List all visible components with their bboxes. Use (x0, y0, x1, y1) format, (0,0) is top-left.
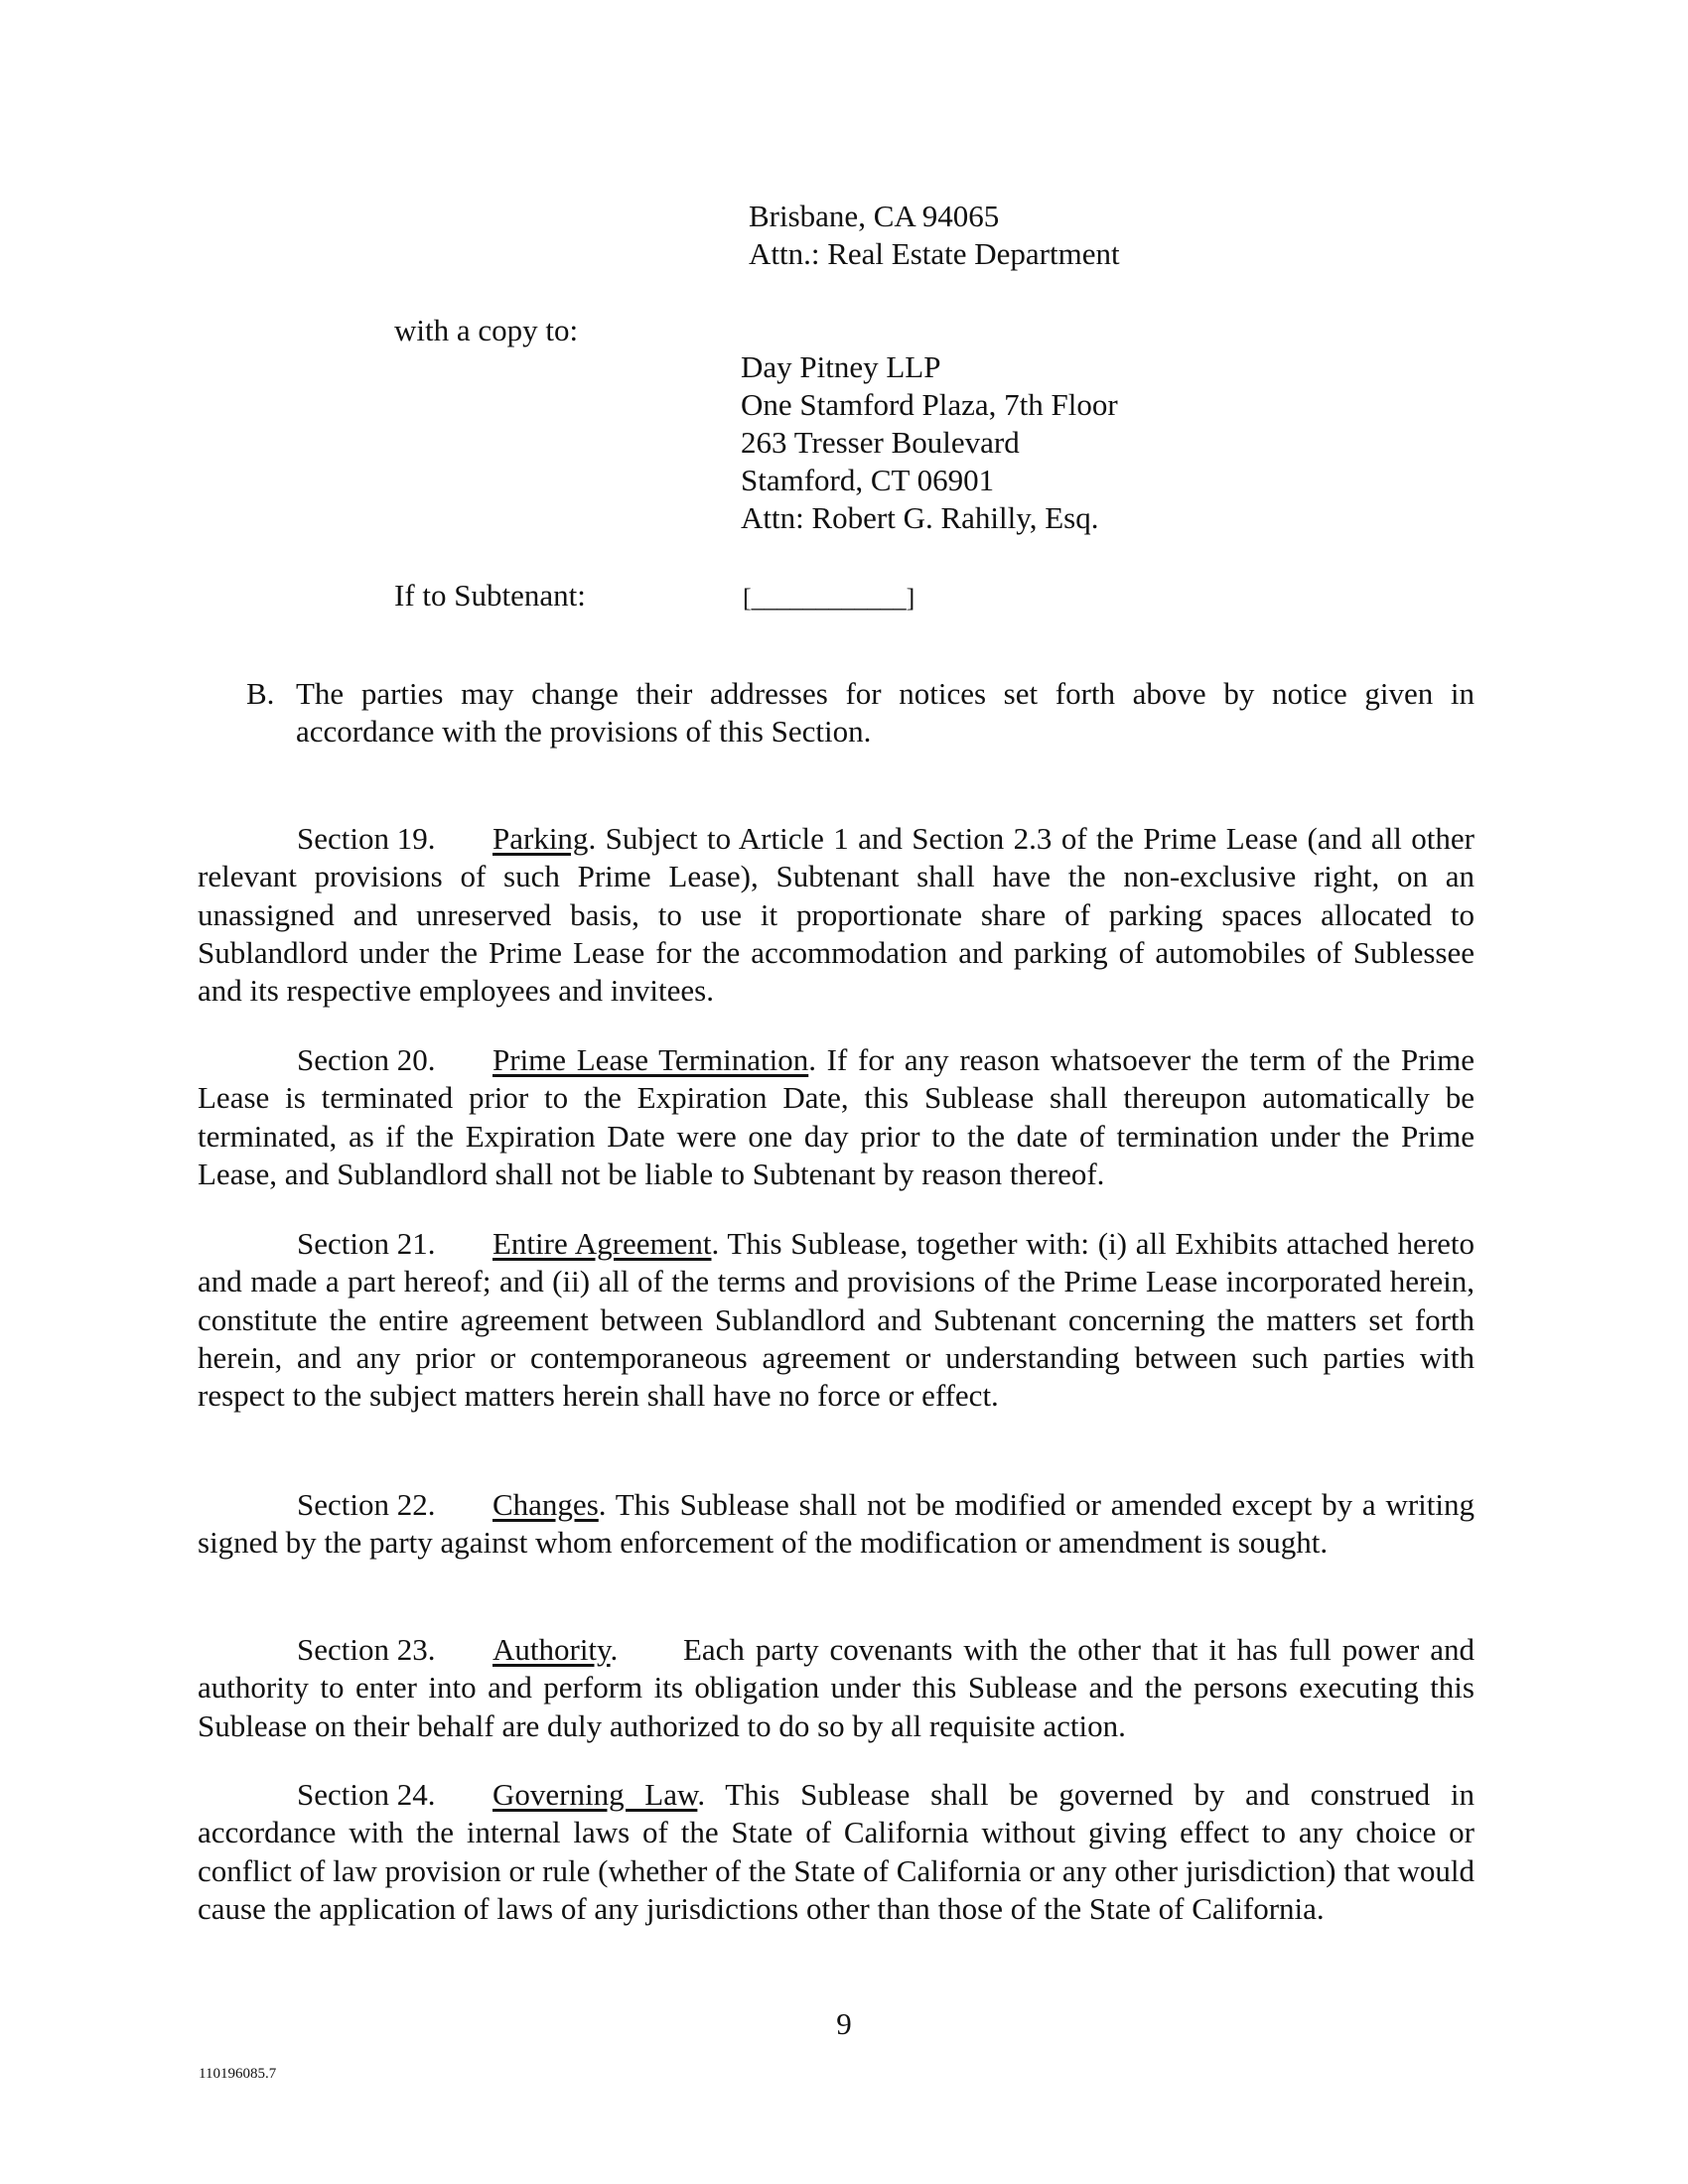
subtenant-address-blank: [____________] (743, 584, 915, 613)
section-23-authority (198, 1631, 1482, 1745)
section-title: Authority (492, 1632, 611, 1667)
section-body: . Each party covenants with the other that it has full power and authority to enter into and perform its obligation under this Sublease and the persons executing this Sublease on their behalf are duly authorized to do so by all requisite action. (198, 1632, 1482, 1743)
section-title: Governing Law (492, 1777, 698, 1812)
item-label: B. (246, 676, 275, 711)
section-number: Section 21. (297, 1226, 436, 1261)
section-number: Section 24. (297, 1777, 436, 1812)
copy-address-line-1: Day Pitney LLP (741, 349, 941, 384)
page-number: 9 (836, 2006, 852, 2041)
section-21-entire-agreement (198, 1225, 1475, 1415)
sublandlord-address-line-1: Brisbane, CA 94065 (749, 199, 1000, 233)
subtenant-label: If to Subtenant: (394, 578, 586, 613)
copy-address-line-2: One Stamford Plaza, 7th Floor (741, 387, 1118, 422)
section-body: . If for any reason whatsoever the term of the Prime Lease is terminated prior to the Expiration Date, this Sublease shall thereupon automatically be terminated, as if the Expiration Date were one day prior to the date of termination under the Prime Lease, and Sublandlord shall not be liable to Subtenant by reason thereof. (198, 1042, 1475, 1191)
sublandlord-address-line-2: Attn.: Real Estate Department (749, 236, 1120, 271)
section-body: . This Sublease shall not be modified or amended except by a writing signed by the party against whom enforcement of the modification or amendment is sought. (198, 1487, 1475, 1561)
section-20-prime-lease-termination (198, 1041, 1475, 1193)
notice-change-item (246, 675, 1475, 751)
section-title: Entire Agreement (492, 1226, 712, 1261)
copy-address-line-5: Attn: Robert G. Rahilly, Esq. (741, 500, 1099, 535)
copy-address-line-3: 263 Tresser Boulevard (741, 425, 1020, 460)
section-body: . Subject to Article 1 and Section 2.3 of the Prime Lease (and all other relevant provisions of such Prime Lease), Subtenant shall have the non-exclusive right, on an unassigned and unreserved basis, to use it proportionate share of parking spaces allocated to Sublandlord under the Prime Lease for the accommodation and parking of automobiles of Sublessee and its respective employees and invitees. (198, 821, 1475, 1009)
copy-address-line-4: Stamford, CT 06901 (741, 463, 995, 497)
section-title: Changes (492, 1487, 599, 1522)
section-body: . This Sublease, together with: (i) all Exhibits attached hereto and made a part hereof; and (ii) all of the terms and provisions of the Prime Lease incorporated herein, constitute the entire agreement between Sublandlord and Subtenant concerning the matters set forth herein, and any prior or contemporaneous agreement or understanding between such parties with respect to the subject matters herein shall have no force or effect. (198, 1226, 1476, 1414)
copy-to-label: with a copy to: (394, 313, 579, 347)
section-title: Prime Lease Termination (492, 1042, 809, 1077)
section-title: Parking (492, 821, 589, 856)
section-number: Section 22. (297, 1487, 436, 1522)
section-22-changes (198, 1486, 1475, 1563)
section-24-governing-law (198, 1776, 1475, 1928)
item-text: The parties may change their addresses for notices set forth above by notice given in accordance with the provisions of this Section. (296, 676, 1475, 750)
section-number: Section 20. (297, 1042, 436, 1077)
section-number: Section 19. (297, 821, 436, 856)
section-body: . This Sublease shall be governed by and construed in accordance with the internal laws of the State of California without giving effect to any choice or conflict of law provision or rule (whether of the State of California or any other jurisdiction) that would cause the application of laws of any jurisdictions other than those of the State of California. (198, 1777, 1475, 1926)
section-number: Section 23. (297, 1632, 436, 1667)
section-19-parking (198, 820, 1475, 1010)
document-id: 110196085.7 (199, 2066, 277, 2082)
